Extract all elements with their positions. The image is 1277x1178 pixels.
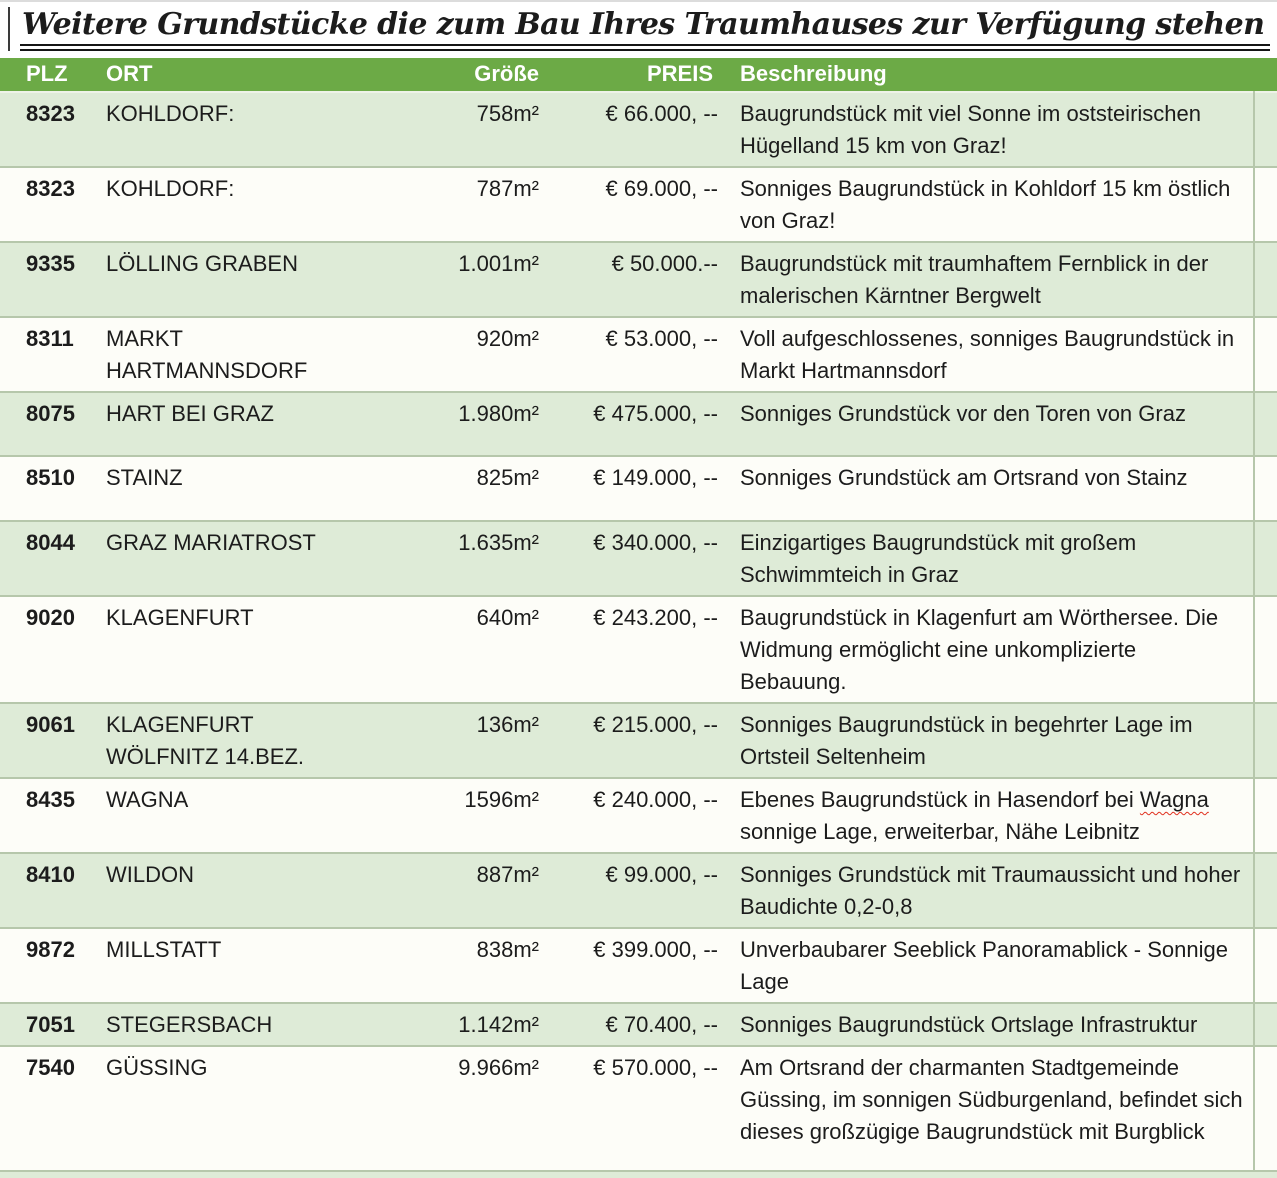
groesse-cell: 136m² xyxy=(476,712,539,737)
beschreibung-cell: Am Ortsrand der charmanten Stadtgemeinde Güssing, im sonnigen Südburgenland, befindet sich dieses großzügige Baugrundstück mit Burgblick xyxy=(740,1055,1243,1144)
table-row xyxy=(0,1003,1277,1046)
edge-cell xyxy=(1254,167,1277,242)
edge-cell xyxy=(1254,242,1277,317)
plz-cell: 8311 xyxy=(26,326,74,351)
plz-cell: 8075 xyxy=(26,401,75,426)
table-row xyxy=(0,928,1277,1003)
document-title-block xyxy=(0,2,1277,58)
groesse-cell: 825m² xyxy=(476,465,539,490)
ort-cell: KOHLDORF: xyxy=(106,101,235,126)
edge-cell xyxy=(1254,778,1277,853)
col-header-preis: PREIS xyxy=(545,58,722,92)
table-header-row xyxy=(0,58,1277,92)
plz-cell: 7051 xyxy=(26,1012,75,1037)
ort-cell: STAINZ xyxy=(106,465,183,490)
ort-cell: HART BEI GRAZ xyxy=(106,401,274,426)
preis-cell: € 215.000, -- xyxy=(593,712,718,737)
groesse-cell: 887m² xyxy=(476,862,539,887)
preis-cell: € 149.000, -- xyxy=(593,465,718,490)
ort-cell: MARKT HARTMANNSDORF xyxy=(106,326,308,383)
edge-cell xyxy=(1254,392,1277,456)
col-header-edge xyxy=(1254,58,1277,92)
plz-cell: 8044 xyxy=(26,530,75,555)
edge-cell xyxy=(1254,928,1277,1003)
col-header-ort: ORT xyxy=(100,58,365,92)
edge-cell xyxy=(1254,521,1277,596)
groesse-cell: 640m² xyxy=(476,605,539,630)
preis-cell: € 240.000, -- xyxy=(593,787,718,812)
beschreibung-cell: Voll aufgeschlossenes, sonniges Baugrundstück in Markt Hartmannsdorf xyxy=(740,326,1235,383)
table-row xyxy=(0,521,1277,596)
groesse-cell: 1.980m² xyxy=(458,401,539,426)
beschreibung-cell: Sonniges Baugrundstück in begehrter Lage im Ortsteil Seltenheim xyxy=(740,712,1193,769)
edge-cell xyxy=(1254,1046,1277,1170)
plz-cell: 8323 xyxy=(26,101,75,126)
table-row xyxy=(0,167,1277,242)
page-title: Weitere Grundstücke die zum Bau Ihres Traumhauses zur Verfügung stehen xyxy=(20,7,1270,46)
table-row xyxy=(0,778,1277,853)
title-left-border xyxy=(8,7,10,51)
preis-cell: € 69.000, -- xyxy=(605,176,718,201)
plz-cell: 9335 xyxy=(26,251,75,276)
ort-cell: WAGNA xyxy=(106,787,189,812)
ort-cell: KLAGENFURT xyxy=(106,605,254,630)
beschreibung-cell: Baugrundstück in Klagenfurt am Wörthersee. Die Widmung ermöglicht eine unkomplizierte Bebauung. xyxy=(740,605,1219,694)
groesse-cell: 9.966m² xyxy=(458,1055,539,1080)
edge-cell xyxy=(1254,596,1277,703)
groesse-cell: 838m² xyxy=(476,937,539,962)
plz-cell: 7540 xyxy=(26,1055,75,1080)
plz-cell: 9020 xyxy=(26,605,75,630)
table-row xyxy=(0,853,1277,928)
col-header-groesse: Größe xyxy=(365,58,545,92)
beschreibung-cell: Sonniges Baugrundstück in Kohldorf 15 km östlich von Graz! xyxy=(740,176,1231,233)
edge-cell xyxy=(1254,456,1277,521)
edge-cell xyxy=(1254,853,1277,928)
table-row xyxy=(0,242,1277,317)
groesse-cell: 1.001m² xyxy=(458,251,539,276)
plz-cell: 9872 xyxy=(26,937,75,962)
ort-cell: LÖLLING GRABEN xyxy=(106,251,298,276)
edge-cell xyxy=(1254,92,1277,167)
preis-cell: € 399.000, -- xyxy=(593,937,718,962)
preis-cell: € 99.000, -- xyxy=(605,862,718,887)
ort-cell: STEGERSBACH xyxy=(106,1012,273,1037)
preis-cell: € 53.000, -- xyxy=(605,326,718,351)
edge-cell xyxy=(1254,317,1277,392)
beschreibung-cell: Baugrundstück mit viel Sonne im oststeirischen Hügelland 15 km von Graz! xyxy=(740,101,1201,158)
ort-cell: KOHLDORF: xyxy=(106,176,235,201)
plz-cell: 8510 xyxy=(26,465,75,490)
beschreibung-cell: Baugrundstück mit traumhaftem Fernblick in der malerischen Kärntner Bergwelt xyxy=(740,251,1209,308)
beschreibung-cell: Ebenes Baugrundstück in Hasendorf bei Wagna sonnige Lage, erweiterbar, Nähe Leibnitz xyxy=(740,787,1209,844)
table-row xyxy=(0,1046,1277,1170)
col-header-plz: PLZ xyxy=(0,58,100,92)
beschreibung-cell: Unverbaubarer Seeblick Panoramablick - Sonnige Lage xyxy=(740,937,1228,994)
preis-cell: € 50.000.-- xyxy=(611,251,718,276)
preis-cell: € 340.000, -- xyxy=(593,530,718,555)
plz-cell: 8435 xyxy=(26,787,75,812)
ort-cell: MILLSTATT xyxy=(106,937,222,962)
preis-cell: € 570.000, -- xyxy=(593,1055,718,1080)
plz-cell: 8323 xyxy=(26,176,75,201)
groesse-cell: 920m² xyxy=(476,326,539,351)
ort-cell: GRAZ MARIATROST xyxy=(106,530,316,555)
table-row xyxy=(0,317,1277,392)
table-row xyxy=(0,392,1277,456)
listings-table xyxy=(0,58,1277,1170)
table-body xyxy=(0,92,1277,1170)
table-row xyxy=(0,596,1277,703)
beschreibung-cell: Einzigartiges Baugrundstück mit großem Schwimmteich in Graz xyxy=(740,530,1137,587)
preis-cell: € 475.000, -- xyxy=(593,401,718,426)
ort-cell: WILDON xyxy=(106,862,194,887)
plz-cell: 8410 xyxy=(26,862,75,887)
ort-cell: GÜSSING xyxy=(106,1055,208,1080)
edge-cell xyxy=(1254,1003,1277,1046)
groesse-cell: 758m² xyxy=(476,101,539,126)
preis-cell: € 243.200, -- xyxy=(593,605,718,630)
beschreibung-cell: Sonniges Baugrundstück Ortslage Infrastruktur xyxy=(740,1012,1198,1037)
groesse-cell: 1596m² xyxy=(464,787,539,812)
edge-cell xyxy=(1254,703,1277,778)
col-header-beschreibung: Beschreibung xyxy=(722,58,1254,92)
spellcheck-underline: Wagna xyxy=(1139,787,1209,812)
plz-cell: 9061 xyxy=(26,712,75,737)
ort-cell: KLAGENFURT WÖLFNITZ 14.BEZ. xyxy=(106,712,305,769)
beschreibung-cell: Sonniges Grundstück mit Traumaussicht und hoher Baudichte 0,2-0,8 xyxy=(740,862,1241,919)
groesse-cell: 1.142m² xyxy=(458,1012,539,1037)
table-row xyxy=(0,92,1277,167)
beschreibung-cell: Sonniges Grundstück am Ortsrand von Stainz xyxy=(740,465,1188,490)
groesse-cell: 787m² xyxy=(476,176,539,201)
preis-cell: € 70.400, -- xyxy=(605,1012,718,1037)
preis-cell: € 66.000, -- xyxy=(605,101,718,126)
table-row xyxy=(0,703,1277,778)
groesse-cell: 1.635m² xyxy=(458,530,539,555)
partial-next-row xyxy=(0,1170,1277,1178)
title-double-underline xyxy=(20,7,1270,51)
table-row xyxy=(0,456,1277,521)
beschreibung-cell: Sonniges Grundstück vor den Toren von Graz xyxy=(740,401,1186,426)
